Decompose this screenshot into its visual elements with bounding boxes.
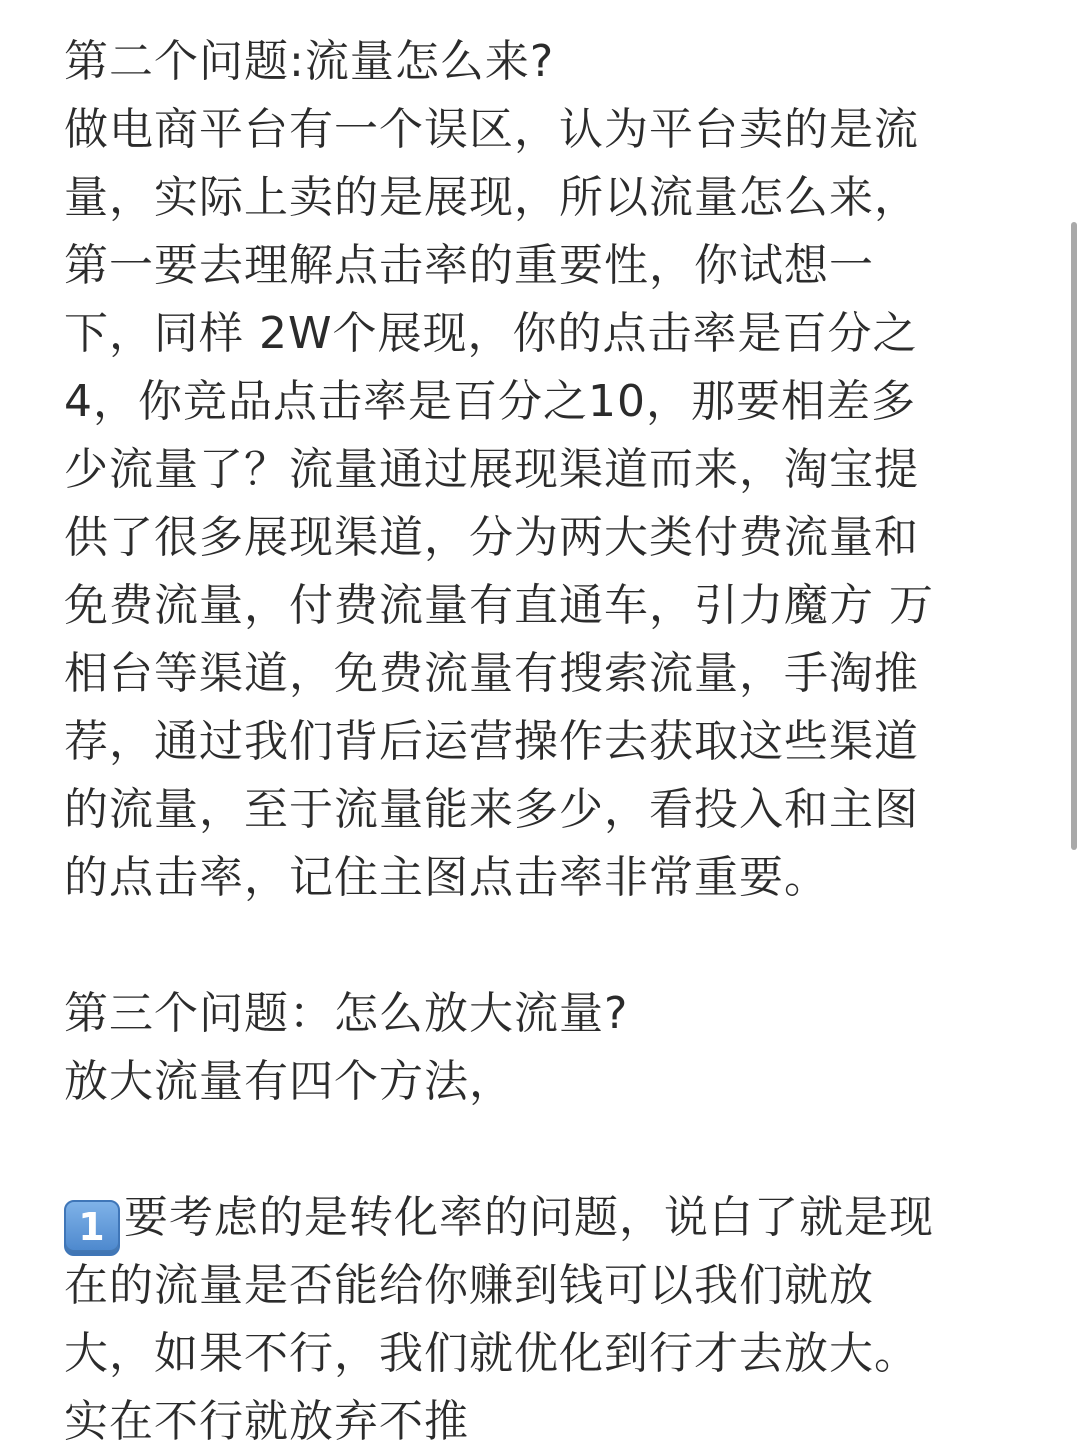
paragraph-line: 下，同样 2W个展现，你的点击率是百分之: [64, 308, 918, 359]
paragraph-line: 相台等渠道，免费流量有搜索流量，手淘推: [64, 648, 919, 699]
list-item-1-first-line: [64, 1184, 1024, 1252]
paragraph-gap: [64, 912, 1024, 980]
paragraph-line: 第一要去理解点击率的重要性，你试想一: [64, 240, 874, 291]
vertical-scrollbar[interactable]: [1071, 222, 1077, 850]
paragraph-gap: [64, 1116, 1024, 1184]
paragraph-line: 荐，通过我们背后运营操作去获取这些渠道: [64, 716, 919, 767]
paragraph-line: 的流量，至于流量能来多少，看投入和主图: [64, 784, 919, 835]
paragraph-line: 放大流量有四个方法，: [64, 1056, 514, 1107]
paragraph-line: 在的流量是否能给你赚到钱可以我们就放: [64, 1260, 874, 1311]
paragraph-line: 少流量了？流量通过展现渠道而来，淘宝提: [64, 444, 919, 495]
number-one-keycap-icon: 1: [64, 1200, 120, 1256]
paragraph-line: 免费流量，付费流量有直通车，引力魔方 万: [64, 580, 934, 631]
section-heading-amplify-traffic: 第三个问题：怎么放大流量?: [64, 988, 629, 1039]
paragraph-line: 做电商平台有一个误区，认为平台卖的是流: [64, 104, 919, 155]
list-item-text: 要考虑的是转化率的问题，说白了就是现: [124, 1192, 934, 1243]
paragraph-line: 大，如果不行，我们就优化到行才去放大。: [64, 1328, 919, 1379]
article-body: [64, 28, 1024, 1440]
paragraph-line: 4，你竞品点击率是百分之10，那要相差多: [64, 376, 916, 427]
paragraph-line: 实在不行就放弃不推: [64, 1396, 469, 1440]
paragraph-line: 供了很多展现渠道，分为两大类付费流量和: [64, 512, 919, 563]
paragraph-line: 的点击率，记住主图点击率非常重要。: [64, 852, 829, 903]
paragraph-line: 量，实际上卖的是展现，所以流量怎么来，: [64, 172, 919, 223]
section-heading-traffic-source: 第二个问题:流量怎么来?: [64, 36, 555, 87]
